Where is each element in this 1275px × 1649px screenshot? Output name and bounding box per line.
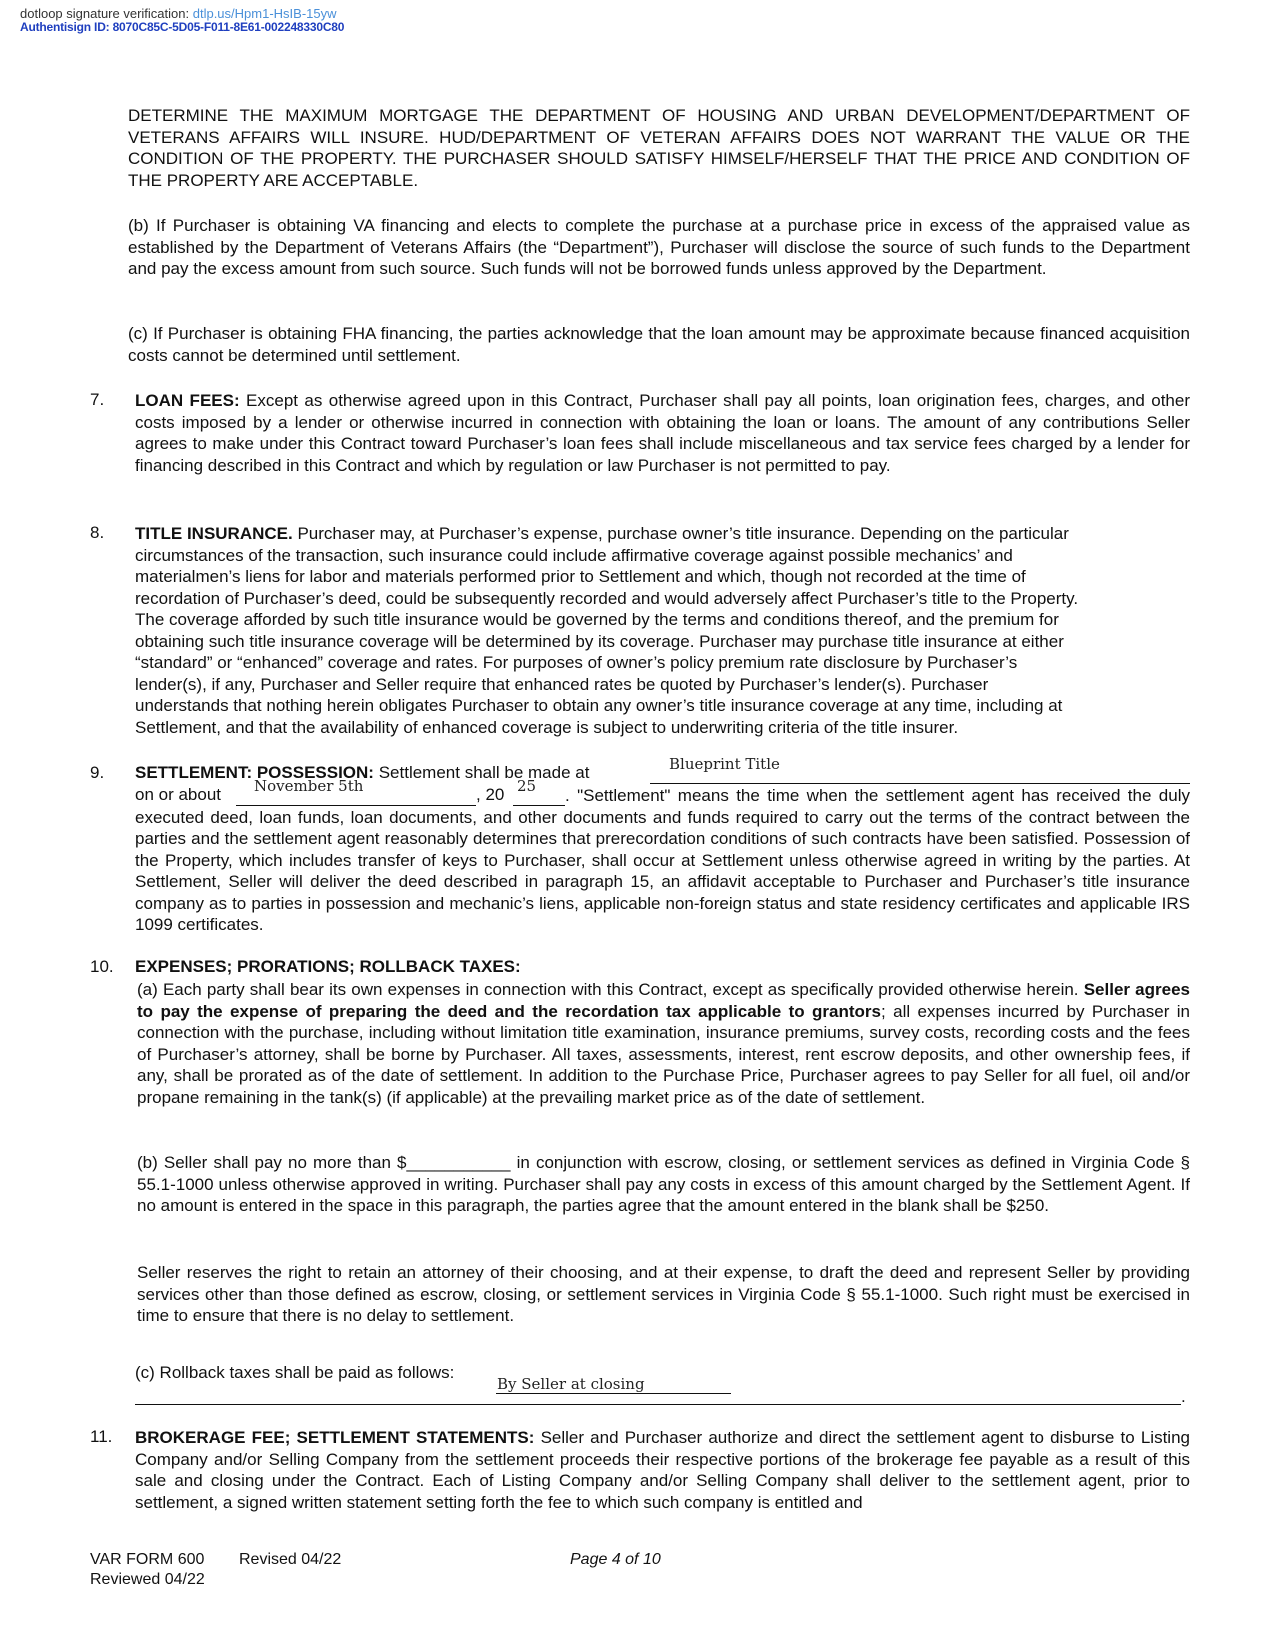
on-or-about-label: on or about — [135, 785, 222, 804]
section-10-paragraph-a: (a) Each party shall bear its own expenses in connection with this Contract, except as specifically provided otherwise herein. Seller agrees to pay the expense of preparing the deed and the recordation tax applicable to grantors; all expenses incurred by Purchaser in connection with the purchase, including without limitation title examination, insurance premiums, survey costs, recording costs and the fees of Purchaser’s attorney, shall be borne by Purchaser. All taxes, assessments, interest, rent escrow deposits, and other ownership fees, if any, shall be prorated as of the date of settlement. In addition to the Purchase Price, Purchaser agrees to pay Seller for all fuel, oil and/or propane remaining in the tank(s) (if applicable) at the prevailing market price as of the date of settlement. — [137, 980, 1190, 1107]
form-number: VAR FORM 600 — [90, 1551, 205, 1568]
settlement-year-field[interactable]: 25 — [517, 777, 537, 795]
section-10-heading: EXPENSES; PRORATIONS; ROLLBACK TAXES: — [135, 957, 521, 976]
rollback-period: . — [1181, 1387, 1186, 1406]
rollback-label: (c) Rollback taxes shall be paid as follows: — [135, 1363, 455, 1382]
seller-expense-bold: Seller agrees to pay the expense of preparing the deed and the recordation tax applicable to grantors — [137, 980, 1190, 1021]
section-10-reserve-paragraph: Seller reserves the right to retain an attorney of their choosing, and at their expense, to draft the deed and represent Seller by providing services other than those defined as escrow, closing, or settlement services in Virginia Code § 55.1-1000. Such right must be exercised in time to ensure that there is no delay to settlement. — [137, 1263, 1190, 1325]
section-7-heading: LOAN FEES: — [135, 391, 240, 410]
section-8-line: lender(s), if any, Purchaser and Seller require that enhanced rates be quoted by Purchaser’s lender(s). Purchaser — [135, 674, 989, 694]
year-prefix: , 20 — [476, 785, 505, 804]
section-8-line: materialmen’s liens for labor and materials performed prior to Settlement and which, though not recorded at the time of — [135, 567, 1026, 586]
rollback-full-line — [135, 1404, 1181, 1405]
reviewed-date: Reviewed 04/22 — [90, 1571, 205, 1588]
settlement-date-field[interactable]: November 5th — [254, 777, 364, 795]
section-8-title-insurance — [135, 523, 1195, 738]
intro-paragraph-c: (c) If Purchaser is obtaining FHA financing, the parties acknowledge that the loan amount may be approximate because financed acquisition costs cannot be determined until settlement. — [128, 324, 1190, 365]
rollback-value-field[interactable]: By Seller at closing — [497, 1375, 645, 1393]
intro-paragraph-b: (b) If Purchaser is obtaining VA financing and elects to complete the purchase at a purchase price in excess of the appraised value as established by the Department of Veterans Affairs (the “Department”), Purchaser will disclose the source of such funds to the Department and pay the excess amount from such source. Such funds will not be borrowed funds unless approved by the Department. — [128, 216, 1190, 278]
section-8-line: “standard” or “enhanced” coverage and rates. For purposes of owner’s policy premium rate disclosure by Purchaser’s — [135, 653, 1018, 672]
section-8-line: circumstances of the transaction, such insurance could include affirmative coverage against possible mechanics’ and — [135, 545, 1013, 565]
settlement-fee-blank[interactable]: ___________ — [406, 1153, 511, 1172]
authentisign-id: Authentisign ID: 8070C85C-5D05-F011-8E61-002248330C80 — [20, 20, 345, 34]
section-9-number: 9. — [90, 763, 105, 782]
section-7-text: Except as otherwise agreed upon in this Contract, Purchaser shall pay all points, loan origination fees, charges, and other costs imposed by a lender or otherwise incurred in connection with obtaining the loan or loans. The amount of any contributions Seller agrees to make under this Contract toward Purchaser’s loan fees shall include miscellaneous and tax service fees charged by a lender for financing described in this Contract and which by regulation or law Purchaser is not permitted to pay. — [135, 391, 1190, 475]
section-9-lead-text: Settlement shall be made at — [373, 763, 590, 782]
section-8-line: understands that nothing herein obligates Purchaser to obtain any owner’s title insurance coverage at any time, including at — [135, 696, 1063, 715]
dotloop-verification — [20, 6, 337, 21]
section-10-number: 10. — [90, 957, 114, 976]
section-9-text: . "Settlement" means the time when the settlement agent has received the duly executed deed, loan funds, loan documents, and other documents and funds required to carry out the terms of the contract between the parties and the settlement agent reasonably determines that prerecordation conditions of such contracts have been satisfied. Possession of the Property, which includes transfer of keys to Purchaser, shall occur at Settlement unless otherwise agreed in writing by the parties. At Settlement, Seller will deliver the deed described in paragraph 15, an affidavit acceptable to Purchaser and Purchaser’s title insurance company as to parties in possession and mechanic’s liens, applicable non-foreign status and state residency certificates and applicable IRS 1099 certificates. — [135, 786, 1190, 934]
section-9-heading: SETTLEMENT: POSSESSION: — [135, 763, 374, 782]
section-8-line: Purchaser may, at Purchaser’s expense, purchase owner’s title insurance. Depending on the particular — [292, 524, 1069, 543]
revised-date: Revised 04/22 — [239, 1551, 342, 1568]
settlement-agent-field[interactable]: Blueprint Title — [669, 755, 780, 773]
section-8-line: The coverage afforded by such title insurance would be governed by the terms and conditions thereof, and the premium for — [135, 610, 1059, 629]
section-8-line: Settlement, and that the availability of enhanced coverage is subject to underwriting criteria of the title insurer. — [135, 717, 959, 737]
section-10-paragraph-b: (b) Seller shall pay no more than $___________ in conjunction with escrow, closing, or settlement services as defined in Virginia Code § 55.1-1000 unless otherwise approved in writing. Purchaser shall pay any costs in excess of this amount charged by the Settlement Agent. If no amount is entered in the space in this paragraph, the parties agree that the amount entered in the blank shall be $250. — [137, 1153, 1190, 1215]
section-8-heading: TITLE INSURANCE. — [135, 524, 293, 543]
section-7-number: 7. — [90, 390, 105, 409]
section-11-number: 11. — [90, 1427, 113, 1446]
verification-label: dotloop signature verification: — [20, 6, 190, 21]
section-11-brokerage-fee: BROKERAGE FEE; SETTLEMENT STATEMENTS: Seller and Purchaser authorize and direct the settlement agent to disburse to Listing Company and/or Selling Company from the settlement proceeds their respective portions of the brokerage fee payable as a result of this sale and closing under the Contract. Each of Listing Company and/or Selling Company shall deliver to the settlement agent, prior to settlement, a signed written statement setting forth the fee to which such company is entitled and — [135, 1428, 1190, 1512]
section-8-line: obtaining such title insurance coverage will be determined by its coverage. Purchaser may purchase title insurance at either — [135, 631, 1064, 651]
page-number: Page 4 of 10 — [570, 1551, 661, 1568]
verification-link[interactable]: dtlp.us/Hpm1-HsIB-15yw — [192, 6, 337, 21]
section-11-heading: BROKERAGE FEE; SETTLEMENT STATEMENTS: — [135, 1428, 535, 1447]
section-7-loan-fees — [135, 390, 1190, 476]
intro-caps-paragraph: DETERMINE THE MAXIMUM MORTGAGE THE DEPARTMENT OF HOUSING AND URBAN DEVELOPMENT/DEPARTMENT OF VETERANS AFFAIRS WILL INSURE. HUD/DEPARTMENT OF VETERAN AFFAIRS DOES NOT WARRANT THE VALUE OR THE CONDITION OF THE PROPERTY. THE PURCHASER SHOULD SATISFY HIMSELF/HERSELF THAT THE PRICE AND CONDITION OF THE PROPERTY ARE ACCEPTABLE. — [128, 106, 1190, 190]
section-8-number: 8. — [90, 523, 105, 542]
section-8-line: recordation of Purchaser’s deed, could be subsequently recorded and would adversely affect Purchaser’s title to the Property. — [135, 588, 1079, 608]
